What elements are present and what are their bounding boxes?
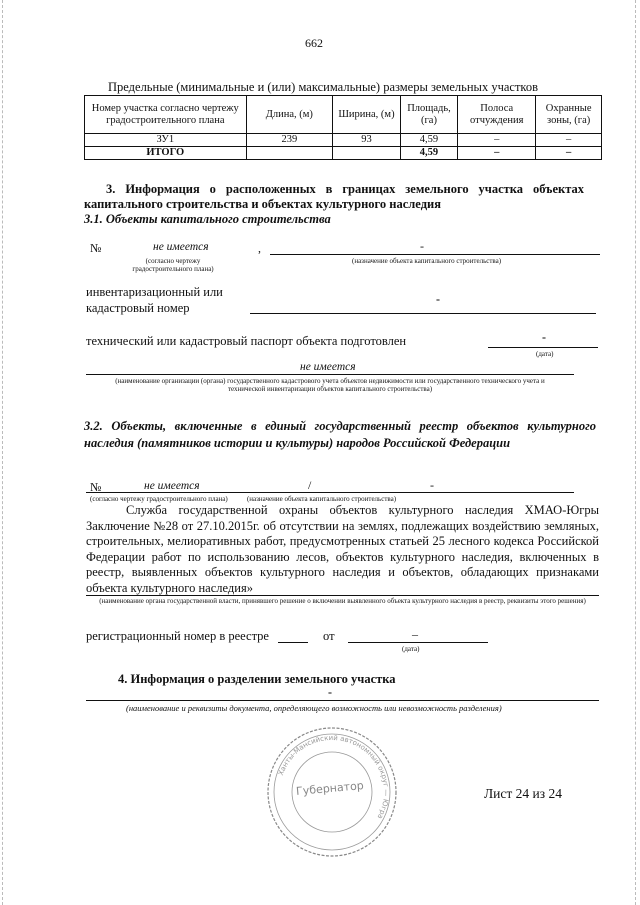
section3-2-title: 3.2. Объекты, включенные в единый государственный реестр объектов культурного наследия (памятников истории и культуры) народов Российской Федерации	[84, 419, 596, 450]
section4-heading: 4. Информация о разделении земельного участка	[118, 672, 396, 686]
sheet-number: Лист 24 из 24	[484, 786, 562, 801]
section3-1-title: 3.1. Объекты капитального строительства	[84, 212, 331, 226]
passport-date-caption: (дата)	[536, 350, 554, 358]
table-cell: 93	[333, 134, 401, 147]
page-edge-left	[2, 0, 3, 905]
heritage-body-caption: (наименование органа государственной власти, принявшего решение о включении выявленного объекта культурного наследия в реестр, реквизиты этого решения)	[99, 597, 586, 605]
table-caption: Предельные (минимальные и (или) максимальные) размеры земельных участков	[108, 80, 539, 94]
table-cell: ЗУ1	[85, 134, 247, 147]
heritage-caption: (согласно чертежу градостроительного плана) (назначение объекта капитального строительства)	[90, 495, 397, 503]
org-caption: (наименование организации (органа) государственного кадастрового учета объектов недвижимости или государственного технического учета и технической инвентаризации объектов капитального строительства)	[115, 377, 545, 393]
passport-label: технический или кадастровый паспорт объекта подготовлен	[86, 334, 407, 348]
inventory-value: -	[436, 292, 440, 306]
table-header-cell: Ширина, (м)	[333, 96, 401, 134]
seal-ring-text: Ханты-Мансийский автономный округ — Югра	[276, 733, 391, 821]
org-value: не имеется	[300, 361, 356, 373]
inventory-line	[250, 313, 596, 314]
registry-date-value: –	[412, 627, 418, 641]
object-purpose-caption: (назначение объекта капитального строительства)	[352, 257, 502, 265]
table-header-cell: Площадь, (га)	[400, 96, 457, 134]
svg-text:Ханты-Мансийский автономный ок	[277, 734, 390, 820]
object-purpose-line	[270, 254, 600, 255]
org-line	[86, 374, 574, 375]
object-purpose-value: -	[420, 239, 424, 253]
land-plot-size-table	[84, 95, 602, 160]
section4-value: -	[328, 685, 332, 699]
table-cell: –	[536, 147, 602, 160]
passport-date-line	[488, 347, 598, 348]
inventory-label: инвентаризационный или кадастровый номер	[86, 285, 223, 315]
table-cell: ИТОГО	[85, 147, 247, 160]
table-row	[85, 134, 602, 147]
page-number: 662	[305, 36, 323, 50]
section3-heading: 3. Информация о расположенных в границах земельного участка объектах капитального строительства и объектах культурного наследия	[84, 182, 584, 211]
table-cell	[333, 147, 401, 160]
table-header-cell: Полоса отчуждения	[458, 96, 536, 134]
table-total-row	[85, 147, 602, 160]
registry-number-line	[278, 642, 308, 643]
object-drawing-caption: (согласно чертежу градостроительного плана)	[132, 257, 214, 273]
heritage-number-sign: №	[90, 480, 102, 494]
table-cell: –	[458, 134, 536, 147]
object-number-sign: №	[90, 241, 102, 255]
registry-label: регистрационный номер в реестре	[86, 629, 269, 643]
heritage-slash: /	[308, 478, 312, 492]
object-comma: ,	[258, 241, 261, 255]
registry-from: от	[323, 629, 335, 643]
section4-caption: (наименование и реквизиты документа, определяющего возможность или невозможность разделения)	[126, 703, 502, 713]
table-header-cell: Длина, (м)	[246, 96, 333, 134]
table-header-cell: Номер участка согласно чертежу градостроительного плана	[85, 96, 247, 134]
heritage-body-line	[86, 595, 599, 596]
seal-center-text: Губернатор	[295, 779, 365, 798]
table-cell: 4,59	[400, 147, 457, 160]
page-edge-right	[635, 0, 636, 905]
heritage-number-value: не имеется	[144, 480, 200, 492]
passport-date-value: -	[542, 330, 546, 344]
heritage-body: Служба государственной охраны объектов культурного наследия ХМАО-Югры Заключение №28 от 27.10.2015г. об отсутствии на землях, подлежащих воздействию земляных, строительных, мелиоративных работ, предусмотренных статьей 25 лесного кодекса Российской Федерации работ по использованию лесов, объектов культурного наследия, включенных в реестр, выявленных объектов культурного наследия и объектов, обладающих признаками объекта культурного наследия»	[86, 503, 599, 595]
table-cell: 4,59	[400, 134, 457, 147]
section4-line	[86, 700, 599, 701]
table-cell: –	[536, 134, 602, 147]
heritage-line	[86, 492, 574, 493]
object-number-value: не имеется	[153, 241, 209, 253]
table-header-cell: Охранные зоны, (га)	[536, 96, 602, 134]
registry-date-line	[348, 642, 488, 643]
table-cell: 239	[246, 134, 333, 147]
table-cell: –	[458, 147, 536, 160]
heritage-purpose-value: -	[430, 478, 434, 492]
table-header-row	[85, 96, 602, 134]
table-cell	[246, 147, 333, 160]
registry-date-caption: (дата)	[402, 645, 420, 653]
